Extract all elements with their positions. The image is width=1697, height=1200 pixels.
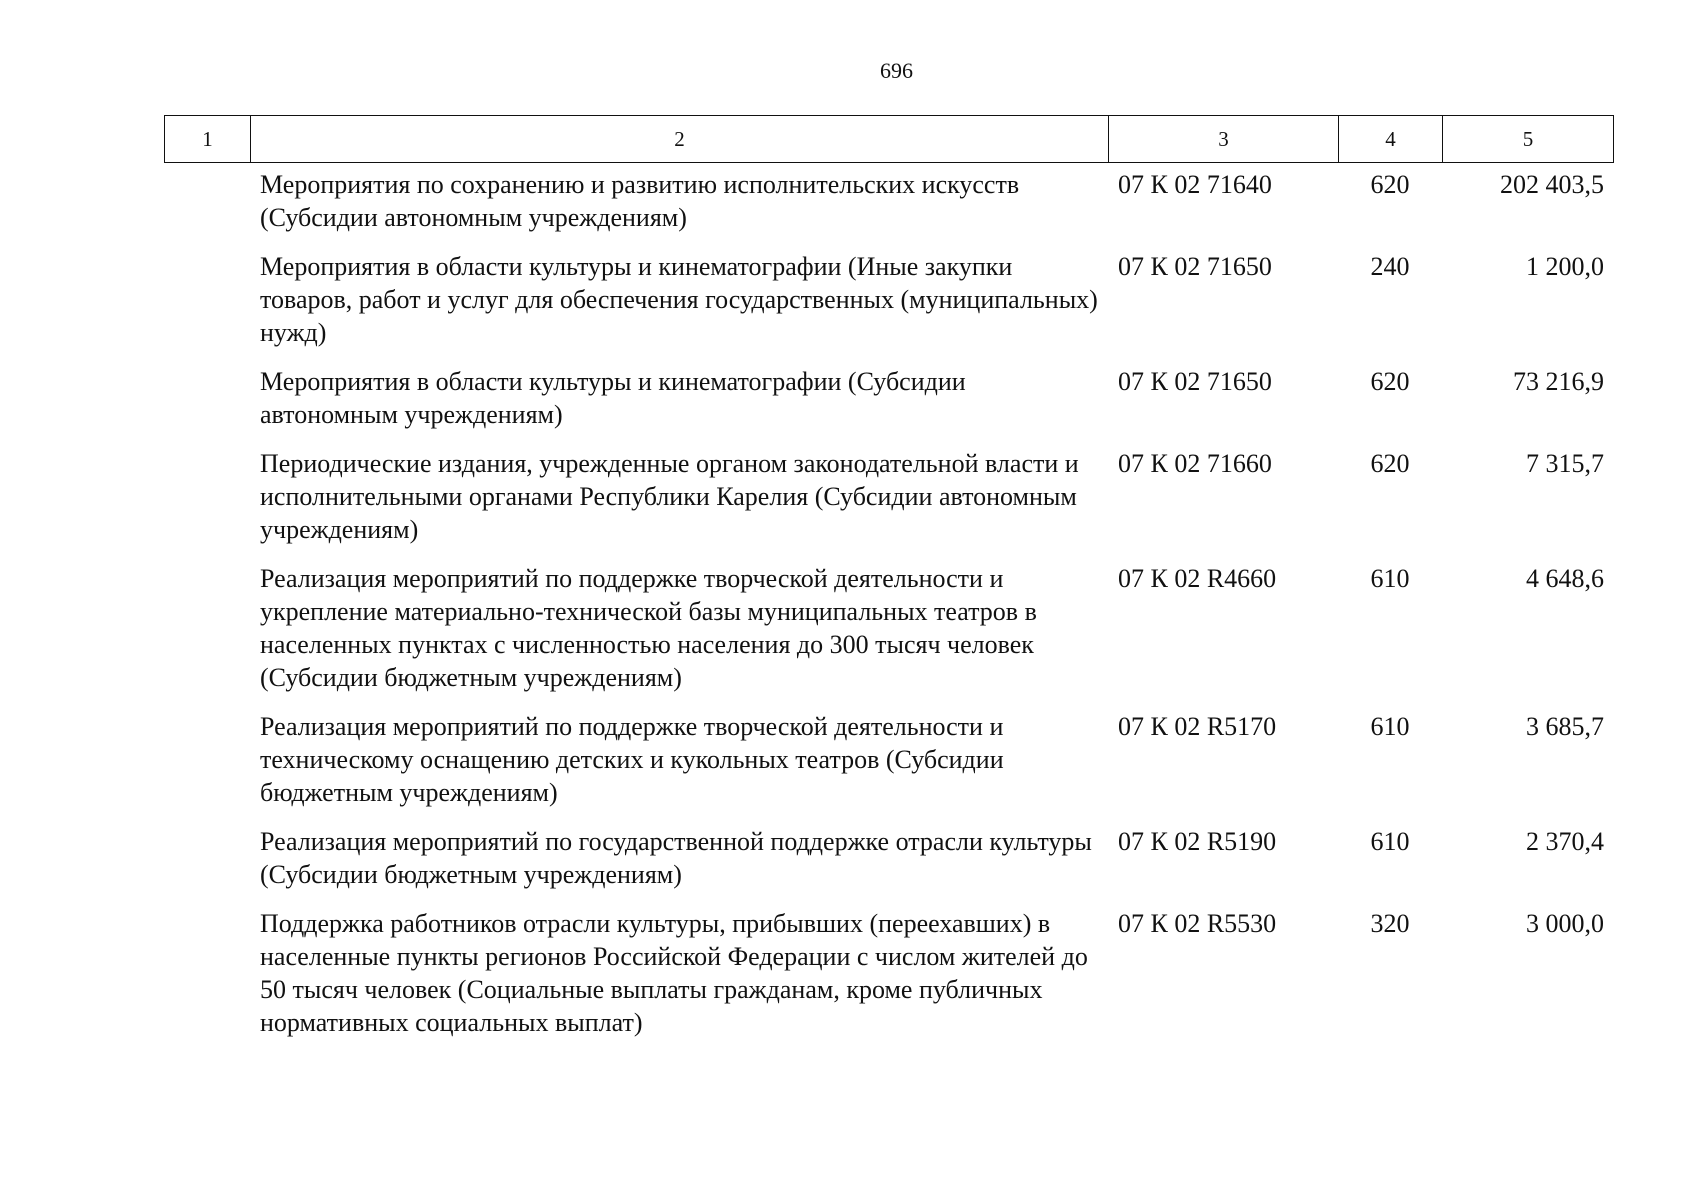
row-type: 240 xyxy=(1370,252,1410,281)
row-amount: 3 000,0 xyxy=(1526,909,1604,938)
row-code: 07 К 02 71650 xyxy=(1118,367,1272,396)
row-type: 610 xyxy=(1370,712,1410,741)
table-row xyxy=(164,710,1614,809)
row-type: 620 xyxy=(1370,367,1410,396)
row-type: 320 xyxy=(1370,909,1410,938)
table-row xyxy=(164,825,1614,891)
row-description: Поддержка работников отрасли культуры, прибывших (переехавших) в населенные пункты регионов Российской Федерации с числом жителей до 50 тысяч человек (Социальные выплаты гражданам, кроме публичных нормативных социальных выплат) xyxy=(260,909,1088,1037)
row-description: Мероприятия в области культуры и кинематографии (Иные закупки товаров, работ и услуг для обеспечения государственных (муниципальных) нужд) xyxy=(260,252,1098,347)
row-type: 620 xyxy=(1370,170,1410,199)
row-description: Мероприятия по сохранению и развитию исполнительских искусств (Субсидии автономным учреждениям) xyxy=(260,170,1020,232)
row-amount: 1 200,0 xyxy=(1526,252,1604,281)
row-type: 610 xyxy=(1370,564,1410,593)
table-body xyxy=(164,168,1614,1055)
row-code: 07 К 02 R4660 xyxy=(1118,564,1277,593)
row-description: Мероприятия в области культуры и кинематографии (Субсидии автономным учреждениям) xyxy=(260,367,966,429)
row-amount: 202 403,5 xyxy=(1500,170,1604,199)
page-number: 696 xyxy=(880,58,913,83)
row-code: 07 К 02 71660 xyxy=(1118,449,1272,478)
table-header xyxy=(164,115,1614,163)
row-code: 07 К 02 R5170 xyxy=(1118,712,1277,741)
row-type: 610 xyxy=(1370,827,1410,856)
table-row xyxy=(164,250,1614,349)
header-col-3: 3 xyxy=(1109,116,1339,162)
header-col-4: 4 xyxy=(1339,116,1443,162)
row-amount: 2 370,4 xyxy=(1526,827,1604,856)
row-amount: 7 315,7 xyxy=(1526,449,1604,478)
row-amount: 4 648,6 xyxy=(1526,564,1604,593)
row-code: 07 К 02 R5190 xyxy=(1118,827,1277,856)
row-code: 07 К 02 71650 xyxy=(1118,252,1272,281)
row-description: Реализация мероприятий по поддержке творческой деятельности и укрепление материально-технической базы муниципальных театров в населенных пунктах с численностью населения до 300 тысяч человек (Субсидии бюджетным учреждениям) xyxy=(260,564,1037,692)
table-row xyxy=(164,562,1614,694)
row-code: 07 К 02 R5530 xyxy=(1118,909,1277,938)
row-description: Реализация мероприятий по поддержке творческой деятельности и техническому оснащению детских и кукольных театров (Субсидии бюджетным учреждениям) xyxy=(260,712,1004,807)
row-description: Реализация мероприятий по государственной поддержке отрасли культуры (Субсидии бюджетным учреждениям) xyxy=(260,827,1092,889)
row-code: 07 К 02 71640 xyxy=(1118,170,1272,199)
table-row xyxy=(164,447,1614,546)
row-amount: 3 685,7 xyxy=(1526,712,1604,741)
header-col-5: 5 xyxy=(1522,127,1534,151)
table-row xyxy=(164,365,1614,431)
row-amount: 73 216,9 xyxy=(1513,367,1604,396)
table-row xyxy=(164,907,1614,1039)
header-col-1: 1 xyxy=(165,116,251,162)
table-row xyxy=(164,168,1614,234)
row-description: Периодические издания, учрежденные органом законодательной власти и исполнительными органами Республики Карелия (Субсидии автономным учреждениям) xyxy=(260,449,1079,544)
header-col-2: 2 xyxy=(251,116,1109,162)
row-type: 620 xyxy=(1370,449,1410,478)
